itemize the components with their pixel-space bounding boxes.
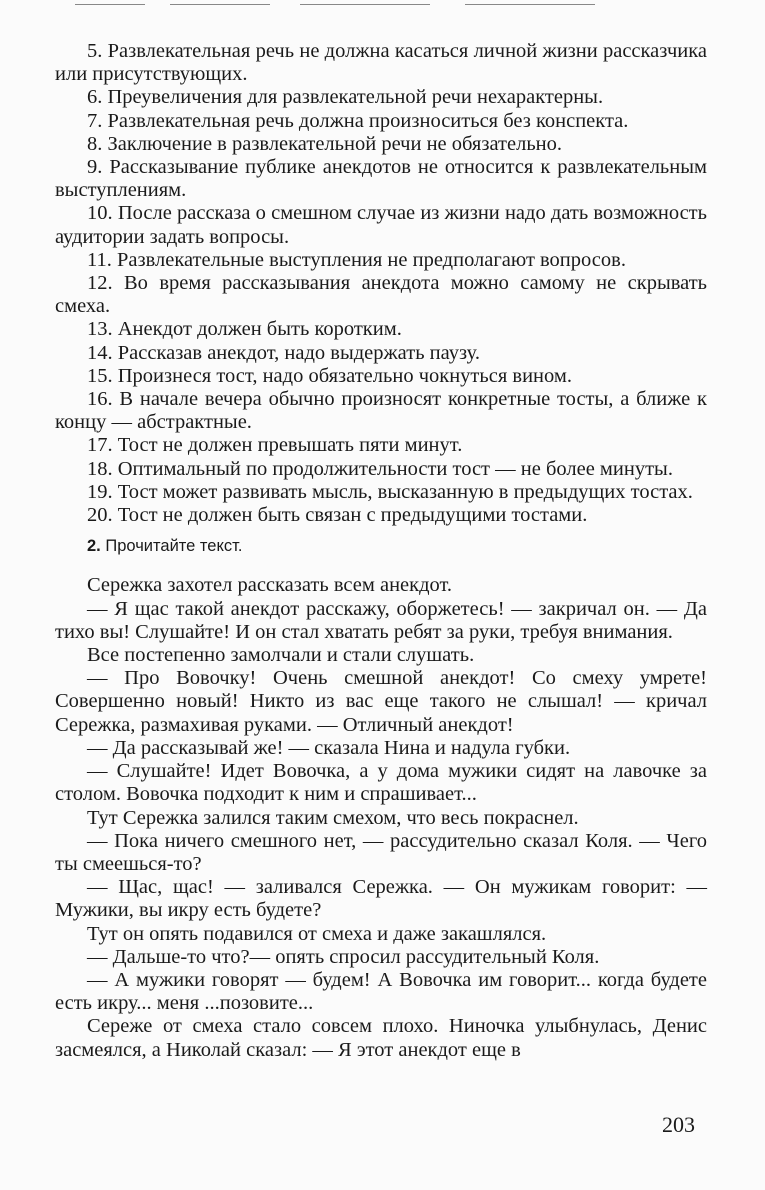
story-paragraph: Тут Сережка залился таким смехом, что весь покраснел. (87, 806, 579, 829)
story-paragraph: Сережка захотел рассказать всем анекдот. (87, 574, 453, 597)
story-paragraph: — Дальше-то что?— опять спросил рассудительный Коля. (87, 945, 600, 968)
story-paragraph: — Я щас такой анекдот расскажу, оборжетесь! — закричал он. — Да тихо вы! Слушайте! И он стал хватать ребят за руки, требуя внимания. (55, 597, 707, 643)
story-paragraph: Все постепенно замолчали и стали слушать. (87, 644, 475, 667)
statement: 7. Развлекательная речь должна произноситься без конспекта. (87, 109, 629, 132)
statement: 5. Развлекательная речь не должна касаться личной жизни рассказчика или присутствующих. (55, 40, 707, 86)
statement: 12. Во время рассказывания анекдота можно самому не скрывать смеха. (55, 272, 707, 318)
statement: 8. Заключение в развлекательной речи не обязательно. (87, 132, 563, 155)
story-text (55, 574, 707, 1061)
header-rule-1 (75, 4, 145, 5)
story-paragraph: — Слушайте! Идет Вовочка, а у дома мужики сидят на лавочке за столом. Вовочка подходит к ним и спрашивает... (55, 760, 707, 806)
statement: 11. Развлекательные выступления не предполагают вопросов. (87, 248, 626, 271)
statement: 16. В начале вечера обычно произносят конкретные тосты, а ближе к концу — абстрактные. (55, 388, 707, 434)
story-paragraph: — Щас, щас! — заливался Сережка. — Он мужикам говорит: — Мужики, вы икру есть будете? (55, 876, 707, 922)
story-paragraph: Тут он опять подавился от смеха и даже закашлялся. (87, 922, 547, 945)
statement: 9. Рассказывание публике анекдотов не относится к развлекательным выступлениям. (55, 156, 707, 202)
story-paragraph: — Пока ничего смешного нет, — рассудительно сказал Коля. — Чего ты смеешься-то? (55, 829, 707, 875)
story-paragraph: — Да рассказывай же! — сказала Нина и надула губки. (87, 736, 571, 759)
header-rule-2 (170, 4, 270, 5)
task-heading (55, 535, 707, 558)
header-rule-4 (465, 4, 595, 5)
statement: 19. Тост может развивать мысль, высказанную в предыдущих тостах. (87, 480, 693, 503)
statement: 14. Рассказав анекдот, надо выдержать паузу. (87, 341, 480, 364)
statement-list (55, 40, 707, 527)
statement: 17. Тост не должен превышать пяти минут. (87, 434, 463, 457)
statement: 6. Преувеличения для развлекательной речи нехарактерны. (87, 86, 604, 109)
statement: 15. Произнеся тост, надо обязательно чокнуться вином. (87, 364, 572, 387)
task-text: Прочитайте текст. (105, 537, 243, 556)
statement: 20. Тост не должен быть связан с предыдущими тостами. (87, 504, 588, 527)
statement: 13. Анекдот должен быть коротким. (87, 318, 402, 341)
page-body (55, 40, 707, 1062)
statement: 10. После рассказа о смешном случае из жизни надо дать возможность аудитории задать вопросы. (55, 202, 707, 248)
story-paragraph: — А мужики говорят — будем! А Вовочка им говорит... когда будете есть икру... меня ...позовите... (55, 968, 707, 1015)
page-number: 203 (662, 1112, 695, 1137)
story-paragraph: Сереже от смеха стало совсем плохо. Ниночка улыбнулась, Денис засмеялся, а Николай сказал: — Я этот анекдот еще в (55, 1015, 707, 1061)
story-paragraph: — Про Вовочку! Очень смешной анекдот! Со смеху умрете! Совершенно новый! Никто из вас еще такого не слышал! — кричал Сережка, размахивая руками. — Отличный анекдот! (55, 667, 707, 736)
statement: 18. Оптимальный по продолжительности тост — не более минуты. (87, 457, 673, 480)
header-rule-3 (300, 4, 430, 5)
task-number: 2. (87, 537, 101, 556)
